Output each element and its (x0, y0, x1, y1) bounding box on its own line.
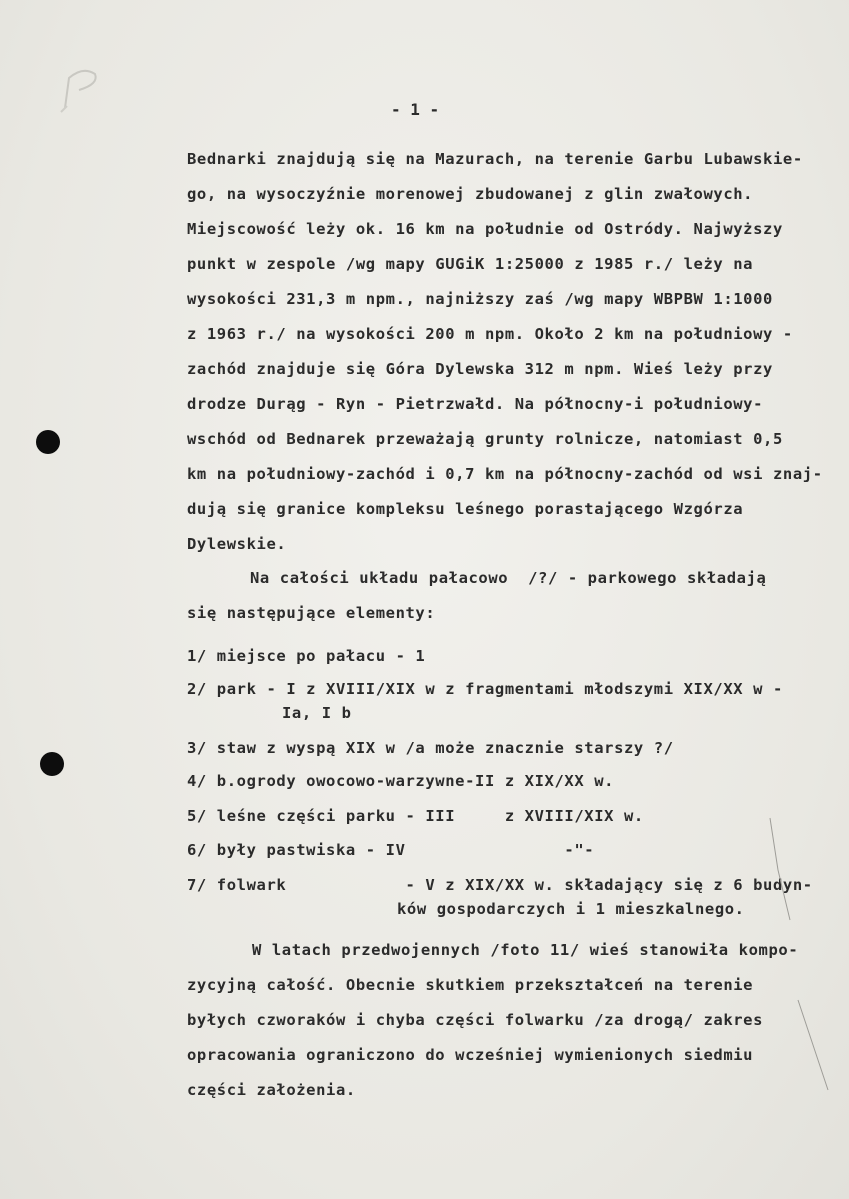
text-line: 6/ były pastwiska - IV -"- (187, 841, 595, 859)
text-line: 2/ park - I z XVIII/XIX w z fragmentami młodszymi XIX/XX w - (187, 680, 783, 698)
text-line: wschód od Bednarek przeważają grunty rolnicze, natomiast 0,5 (187, 430, 783, 448)
text-line: 1/ miejsce po pałacu - 1 (187, 647, 426, 665)
text-line: 3/ staw z wyspą XIX w /a może znacznie starszy ?/ (187, 739, 674, 757)
text-line: 7/ folwark - V z XIX/XX w. składający się z 6 budyn- (187, 876, 813, 894)
page-number: - 1 - (391, 100, 440, 119)
text-line: Ia, I b (282, 704, 352, 722)
text-line: części założenia. (187, 1081, 356, 1099)
text-line: Miejscowość leży ok. 16 km na południe od Ostródy. Najwyższy (187, 220, 783, 238)
text-line: zycyjną całość. Obecnie skutkiem przekształceń na terenie (187, 976, 754, 994)
text-line: wysokości 231,3 m npm., najniższy zaś /wg mapy WBPBW 1:1000 (187, 290, 773, 308)
text-line: punkt w zespole /wg mapy GUGiK 1:25000 z 1985 r./ leży na (187, 255, 754, 273)
text-line: dują się granice kompleksu leśnego porastającego Wzgórza (187, 500, 744, 518)
text-line: zachód znajduje się Góra Dylewska 312 m npm. Wieś leży przy (187, 360, 773, 378)
text-line: Na całości układu pałacowo /?/ - parkowego składają (250, 569, 767, 587)
text-line: W latach przedwojennych /foto 11/ wieś stanowiła kompo- (252, 941, 799, 959)
text-line: ków gospodarczych i 1 mieszkalnego. (397, 900, 745, 918)
text-line: 4/ b.ogrody owocowo-warzywne-II z XIX/XX w. (187, 772, 615, 790)
text-line: go, na wysoczyźnie morenowej zbudowanej z glin zwałowych. (187, 185, 754, 203)
text-line: Dylewskie. (187, 535, 287, 553)
text-line: opracowania ograniczono do wcześniej wymienionych siedmiu (187, 1046, 754, 1064)
text-line: drodze Durąg - Ryn - Pietrzwałd. Na północny-i południowy- (187, 395, 764, 413)
text-line: 5/ leśne części parku - III z XVIII/XIX w. (187, 807, 644, 825)
text-line: Bednarki znajdują się na Mazurach, na terenie Garbu Lubawskie- (187, 150, 803, 168)
text-line: byłych czworaków i chyba części folwarku /za drogą/ zakres (187, 1011, 764, 1029)
text-line: się następujące elementy: (187, 604, 436, 622)
text-line: km na południowy-zachód i 0,7 km na północny-zachód od wsi znaj- (187, 465, 823, 483)
text-line: z 1963 r./ na wysokości 200 m npm. Około 2 km na południowy - (187, 325, 793, 343)
